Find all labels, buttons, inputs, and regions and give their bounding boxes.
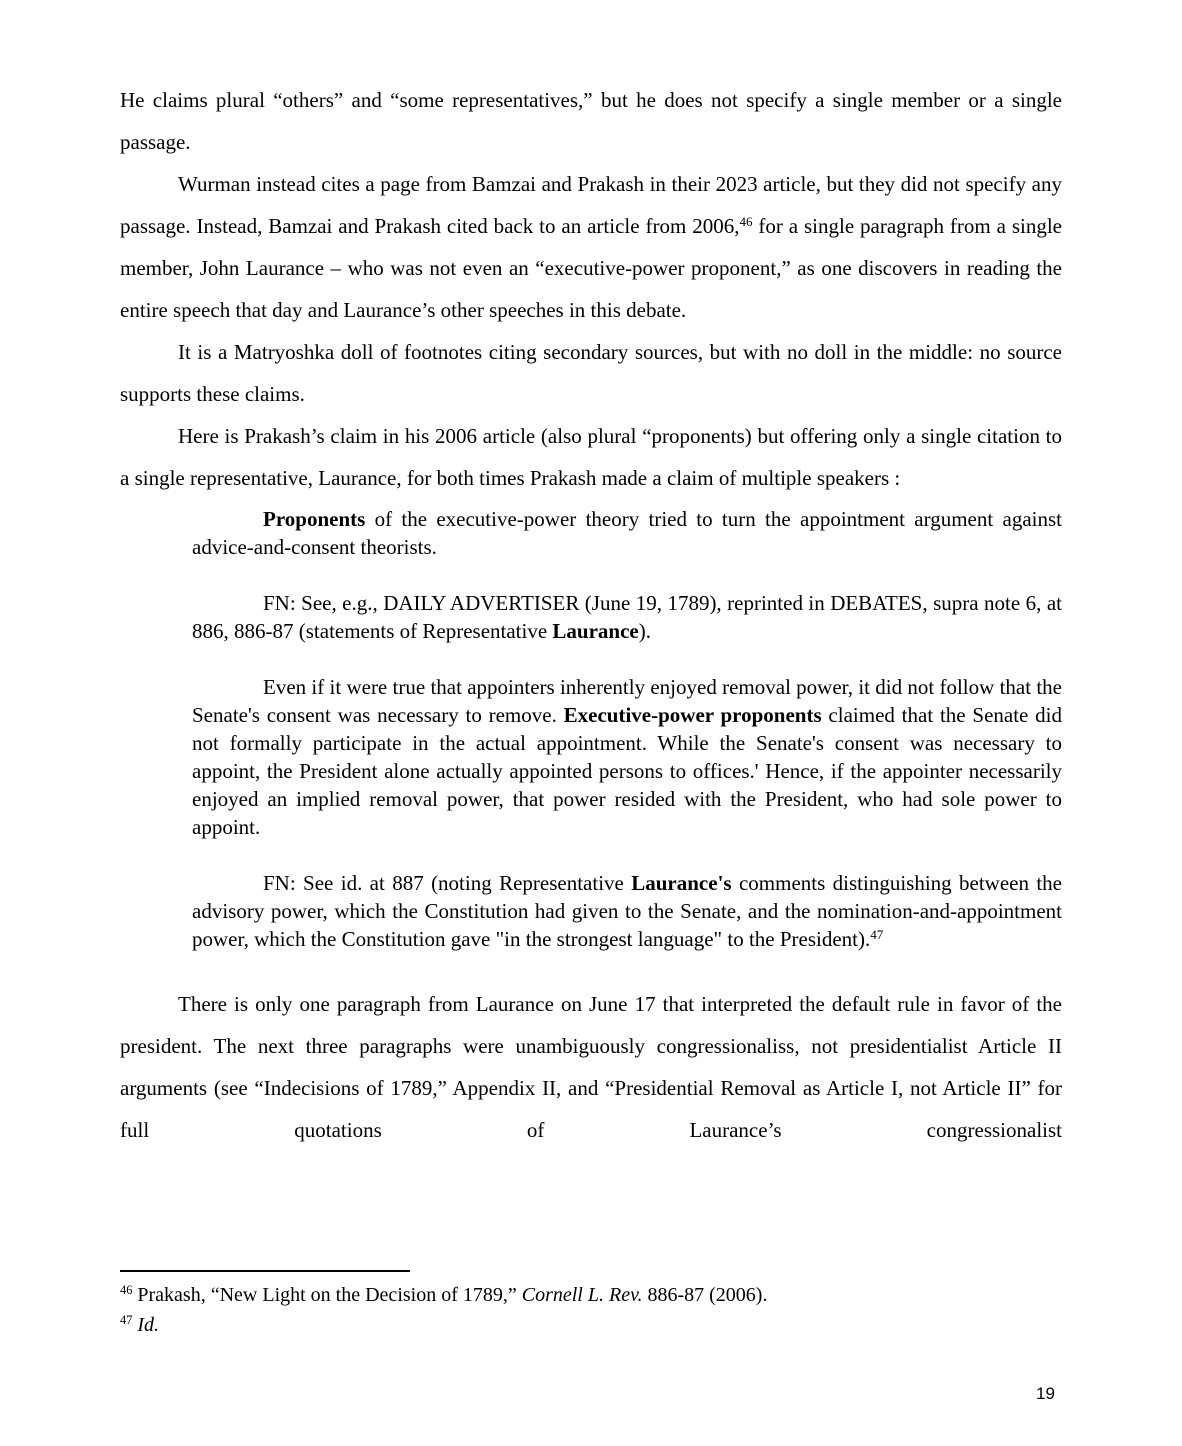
paragraph-text: There is only one paragraph from Laurance on June 17 that interpreted the default rule in favor of the president. The next three paragraphs were unambiguously congressionaliss, not presidentialist Article II arguments (see “Indecisions of 1789,” Appendix II, and “Presidential Removal as Article I, not Article II” for full quotations of Laurance’s congressionalist [120,992,1062,1142]
footnote-text: 886-87 (2006). [642,1284,768,1306]
bold-text: Laurance's [631,871,732,895]
footnote-citation-italic: Id. [137,1314,160,1336]
blockquote-even-if [192,673,1062,841]
paragraph-text: He claims plural “others” and “some representatives,” but he does not specify a single member or a single passage. [120,88,1062,154]
bold-text: Executive-power proponents [563,703,822,727]
footnote-area [120,1270,1062,1340]
paragraph-text: Wurman instead cites a page from Bamzai and Prakash in their 2023 article, but they did not specify any passage. Instead, Bamzai and Prakash cited back to an article from 2006, [120,172,1062,238]
paragraph-continued [120,79,1062,163]
blockquote-footnote-see-id [192,869,1062,953]
bold-text: Laurance [552,619,639,643]
footnote-text: Prakash, “New Light on the Decision of 1789,” [137,1284,522,1306]
quote-text: Even if it were true that appointers inherently enjoyed removal power, it did not follow that the Senate's consent was necessary to remove. [192,675,1062,727]
paragraph-text: It is a Matryoshka doll of footnotes citing secondary sources, but with no doll in the middle: no source supports these claims. [120,340,1062,406]
footnote-ref-46: 46 [739,213,753,229]
main-text [120,79,1062,1151]
paragraph-prakash-claim [120,415,1062,499]
footnote-separator [120,1270,410,1272]
page-number: 19 [1036,1384,1055,1403]
quote-text: ). [638,619,651,643]
quote-text: of the executive-power theory tried to turn the appointment argument against advice-and-consent theorists. [192,507,1062,559]
quote-text: FN: See id. at 887 (noting Representative [263,871,632,895]
footnote-ref-47: 47 [870,926,884,942]
footnote-number: 47 [120,1313,133,1328]
quote-text: claimed that the Senate did not formally participate in the actual appointment. While the Senate's consent was necessary to appoint, the President alone actually appointed persons to offices.' Hence, if the appointer necessarily enjoyed an implied removal power, that power resided with the President, who had sole power to appoint. [192,703,1062,839]
paragraph-text: for a single paragraph from a single member, John Laurance – who was not even an “executive-power proponent,” as one discovers in reading the entire speech that day and Laurance’s other speeches in this debate. [120,214,1062,322]
footnote-47 [120,1310,1062,1340]
paragraph-wurman [120,163,1062,331]
quote-text: comments distinguishing between the advisory power, which the Constitution had given to the Senate, and the nomination-and-appointment power, which the Constitution gave "in the strongest language" to the President). [192,871,1063,951]
footnote-number: 46 [120,1283,133,1298]
blockquote-proponents [192,505,1062,561]
footnote-46 [120,1280,1062,1310]
footnote-citation-italic: Cornell L. Rev. [521,1284,643,1306]
bold-text: Proponents [263,507,366,531]
quote-text: FN: See, e.g., DAILY ADVERTISER (June 19, 1789), reprinted in DEBATES, supra note 6, at 886, 886-87 (statements of Representative [192,591,1062,643]
paragraph-one-paragraph-laurance [120,983,1062,1151]
paragraph-text: Here is Prakash’s claim in his 2006 article (also plural “proponents) but offering only a single citation to a single representative, Laurance, for both times Prakash made a claim of multiple speakers : [120,424,1062,490]
blockquote-footnote-daily-advertiser [192,589,1062,645]
paragraph-matryoshka [120,331,1062,415]
